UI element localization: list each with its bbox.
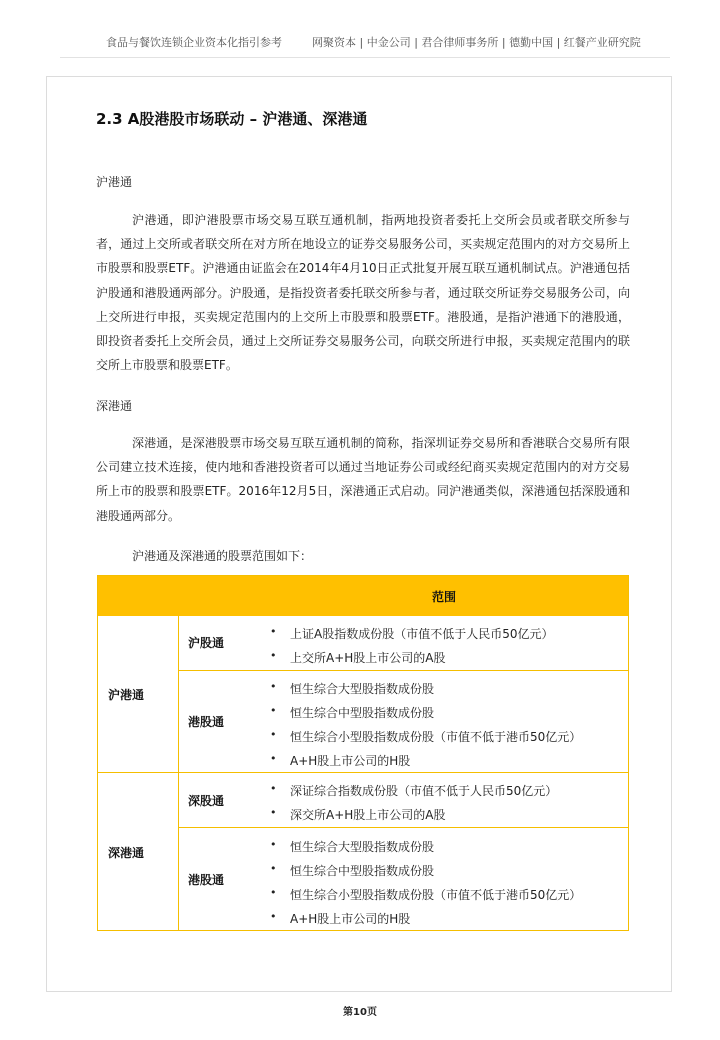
bullet: • — [270, 680, 277, 693]
channel-label-hk-connect-sh: 港股通 — [188, 715, 225, 729]
bullet: • — [270, 782, 277, 795]
market-label-hk-sz: 深港通 — [108, 846, 145, 860]
bullet: • — [270, 649, 277, 662]
page-number: 第10页 — [343, 1007, 377, 1018]
subheading-hk-sh: 沪港通 — [96, 175, 133, 189]
bullet: • — [270, 838, 277, 851]
channel-label-hk-connect-sz: 港股通 — [188, 873, 225, 887]
bullet: • — [270, 910, 277, 923]
row-divider — [178, 827, 628, 828]
bullet: • — [270, 806, 277, 819]
paragraph-hk-sz: 深港通，是深港股票市场交易互联互通机制的简称，指深圳证券交易所和香港联合交易所有限公司建立技术连接，使内地和香港投资者可以通过当地证券公司或经纪商买卖规定范围内的对方交易所上市的股票和股票ETF。2016年12月5日，深港通正式启动。同沪港通类似，深港通包括深股通和港股通两部分。 — [96, 436, 630, 523]
market-label-hk-sh: 沪港通 — [108, 688, 145, 702]
bullet: • — [270, 728, 277, 741]
bullet: • — [270, 625, 277, 638]
column-divider — [178, 616, 179, 930]
bullet: • — [270, 704, 277, 717]
channel-label-sh-connect: 沪股通 — [188, 636, 225, 650]
stock-scope-table: 范围 沪港通 沪股通 • 上证A股指数成份股（市值不低于人民币50亿元） • 上交所A+H股上市公司的A股 港股通 • 恒生综合大型股指数成份股 • 恒生综合中型股指数成份股 • 恒生综合小型股指数成份股（市值不低于港币50亿元） • A+H股上市公司的H股 深港通 深股通 • 深证综合指数成份股（市值不低于人民币50亿元） • 深交所A+H股上市公司的A股 港股通 • 恒生综合大型股指数成份股 • 恒生综合中型股指数成份股 • 恒生综合小型股指数成份股（市值不低于港币50亿元） • A+H股上市公司的H股 — [97, 575, 629, 931]
bullet: • — [270, 862, 277, 875]
table-intro: 沪港通及深港通的股票范围如下： — [132, 549, 313, 563]
bullet: • — [270, 886, 277, 899]
subheading-hk-sz: 深港通 — [96, 399, 133, 413]
header-divider — [60, 57, 670, 58]
header-document-title: 食品与餐饮连锁企业资本化指引参考 — [106, 36, 282, 49]
table-header-row — [98, 576, 628, 616]
paragraph-hk-sh: 沪港通，即沪港股票市场交易互联互通机制，指两地投资者委托上交所会员或者联交所参与者，通过上交所或者联交所在对方所在地设立的证券交易服务公司，买卖规定范围内的对方交易所上市股票和股票ETF。沪港通由证监会在2014年4月10日正式批复开展互联互通机制试点。沪港通包括沪股通和港股通两部分。沪股通，是指投资者委托联交所参与者，通过联交所证券交易服务公司，向上交所进行申报，买卖规定范围内的上交所上市股票和股票ETF。港股通，是指沪港通下的港股通，即投资者委托上交所会员，通过上交所证券交易服务公司，向联交所进行申报，买卖规定范围内的联交所上市股票和股票ETF。 — [96, 213, 630, 373]
channel-label-sz-connect: 深股通 — [188, 794, 225, 808]
bullet: • — [270, 752, 277, 765]
page-header — [0, 34, 720, 54]
header-publishers: 网聚资本 | 中金公司 | 君合律师事务所 | 德勤中国 | 红餐产业研究院 — [312, 36, 641, 49]
section-title: 2.3 A股港股市场联动 – 沪港通、深港通 — [96, 110, 368, 128]
table-header-scope: 范围 — [432, 590, 457, 604]
row-divider — [178, 670, 628, 671]
